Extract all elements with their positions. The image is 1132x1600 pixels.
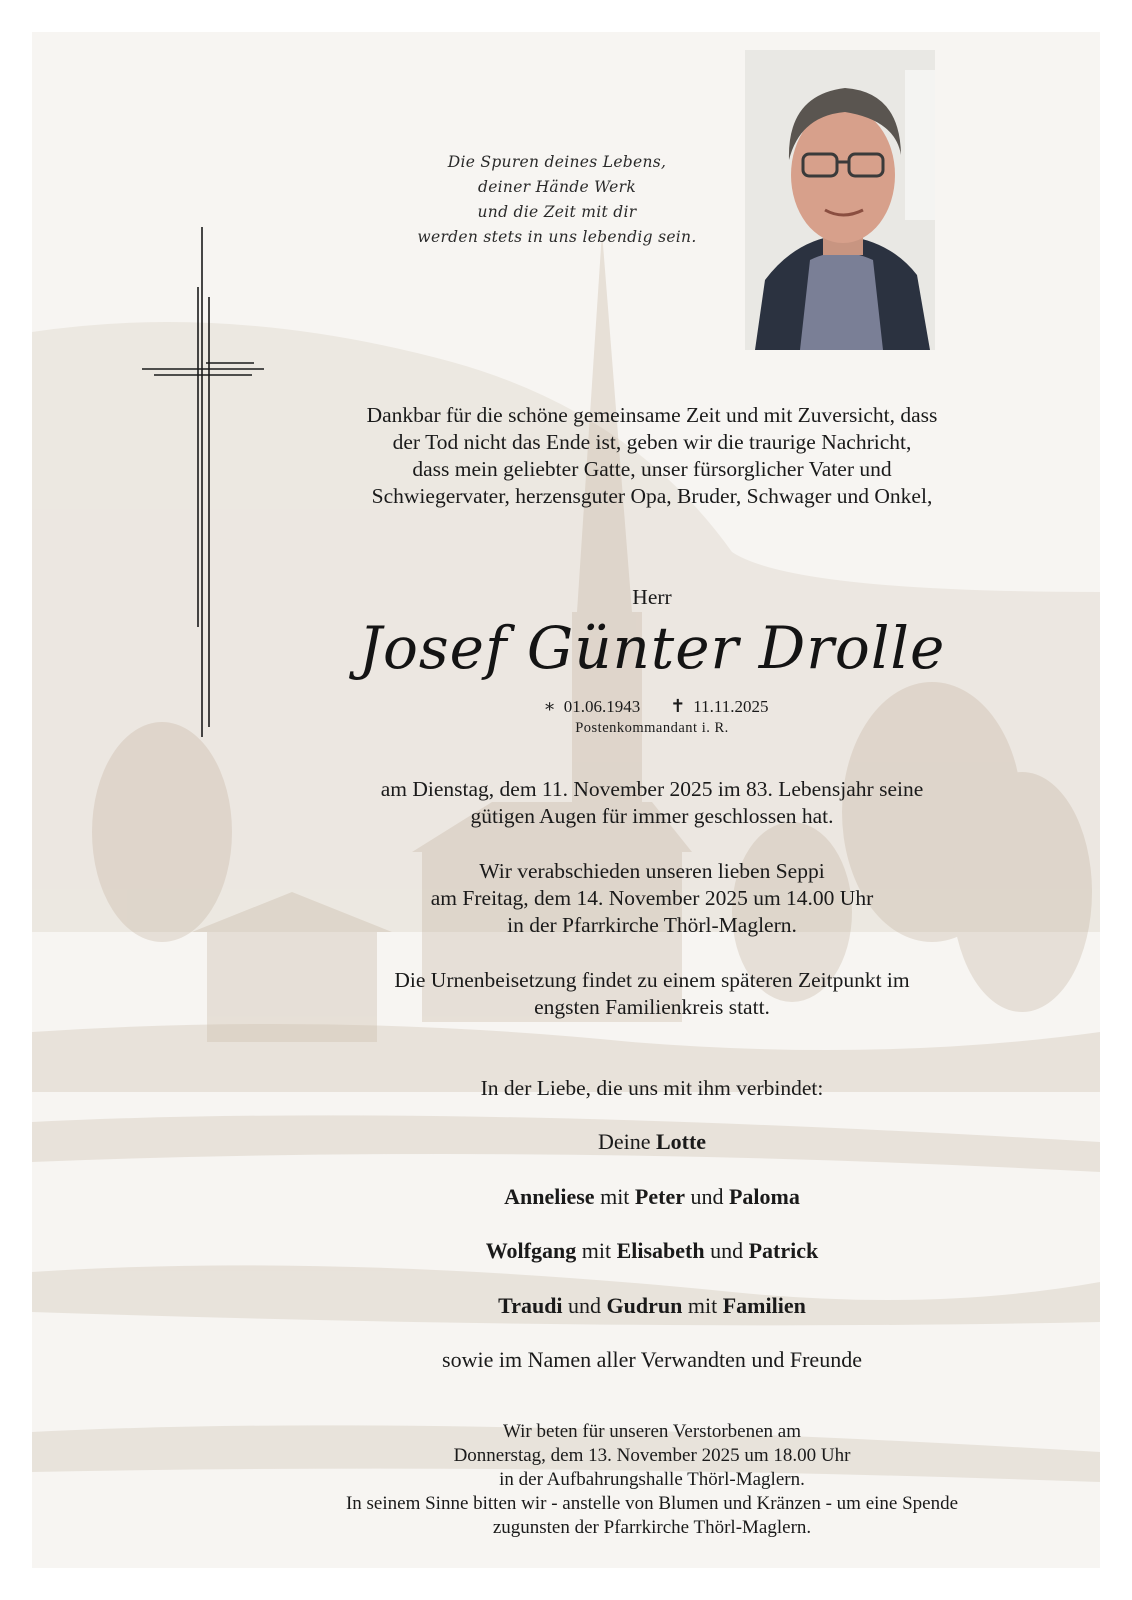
death-notice-paragraph (262, 776, 1042, 830)
funeral-paragraph (262, 858, 1042, 939)
death-date: 11.11.2025 (693, 697, 769, 716)
intro-line: dass mein geliebter Gatte, unser fürsorglicher Vater und (412, 457, 892, 481)
funeral-line: in der Pfarrkirche Thörl-Maglern. (507, 913, 797, 937)
death-notice-line: gütigen Augen für immer geschlossen hat. (470, 804, 834, 828)
prayer-line: Wir beten für unseren Verstorbenen am (502, 1421, 802, 1442)
family-name: Peter (634, 1184, 685, 1209)
family-row-spouse (262, 1128, 1042, 1155)
motto-line: deiner Hände Werk (477, 178, 637, 196)
family-row-children-1 (262, 1183, 1042, 1210)
intro-line: Dankbar für die schöne gemeinsame Zeit und mit Zuversicht, dass (366, 403, 938, 427)
intro-line: der Tod nicht das Ende ist, geben wir die traurige Nachricht, (392, 430, 912, 454)
prayer-paragraph (262, 1420, 1042, 1540)
motto-line: Die Spuren deines Lebens, (447, 153, 667, 171)
motto-line: werden stets in uns lebendig sein. (417, 228, 697, 246)
prayer-line: In seinem Sinne bitten wir - anstelle von Blumen und Kränzen - um eine Spende (345, 1493, 959, 1514)
family-name: Elisabeth (616, 1238, 705, 1263)
life-dates (262, 695, 1042, 718)
cross-icon (142, 227, 272, 747)
urn-line: Die Urnenbeisetzung findet zu einem späteren Zeitpunkt im (394, 968, 910, 992)
family-name: Familien (722, 1293, 806, 1318)
motto-verse (392, 150, 722, 250)
birth-star-icon: ∗ (543, 696, 556, 716)
urn-line: engsten Familienkreis statt. (534, 995, 770, 1019)
family-name: Traudi (498, 1293, 563, 1318)
portrait-photo (745, 50, 935, 350)
family-row-siblings (262, 1292, 1042, 1319)
intro-line: Schwiegervater, herzensguter Opa, Bruder, Schwager und Onkel, (371, 484, 933, 508)
family-word: mit (594, 1184, 635, 1209)
family-name: Gudrun (606, 1293, 683, 1318)
intro-paragraph (262, 402, 1042, 510)
family-word: und (704, 1238, 749, 1263)
prayer-line: zugunsten der Pfarrkirche Thörl-Maglern. (492, 1517, 812, 1538)
family-name: Lotte (655, 1129, 707, 1154)
salutation: Herr (632, 585, 672, 609)
prayer-line: in der Aufbahrungshalle Thörl-Maglern. (499, 1469, 805, 1490)
family-name: Paloma (728, 1184, 800, 1209)
birth-date: 01.06.1943 (563, 697, 641, 716)
prayer-line: Donnerstag, dem 13. November 2025 um 18.00 Uhr (453, 1445, 851, 1466)
motto-line: und die Zeit mit dir (477, 203, 637, 221)
family-word: mit (682, 1293, 723, 1318)
family-name: Anneliese (504, 1184, 595, 1209)
funeral-line: am Freitag, dem 14. November 2025 um 14.00 Uhr (430, 886, 874, 910)
family-name: Wolfgang (485, 1238, 577, 1263)
death-cross-icon: ✝ (670, 696, 686, 716)
deceased-name: Josef Günter Drolle (358, 614, 946, 682)
funeral-line: Wir verabschieden unseren lieben Seppi (479, 859, 825, 883)
family-row-relatives: sowie im Namen aller Verwandten und Freunde (442, 1347, 862, 1372)
death-notice-line: am Dienstag, dem 11. November 2025 im 83. Lebensjahr seine (380, 777, 924, 801)
love-line: In der Liebe, die uns mit ihm verbindet: (480, 1076, 824, 1100)
family-word: mit (576, 1238, 617, 1263)
family-row-children-2 (262, 1237, 1042, 1264)
professional-title: Postenkommandant i. R. (575, 720, 729, 736)
urn-paragraph (262, 967, 1042, 1021)
family-word: und (562, 1293, 607, 1318)
family-word: und (684, 1184, 729, 1209)
family-word: Deine (597, 1129, 656, 1154)
obituary-sheet (32, 32, 1100, 1568)
family-name: Patrick (748, 1238, 819, 1263)
